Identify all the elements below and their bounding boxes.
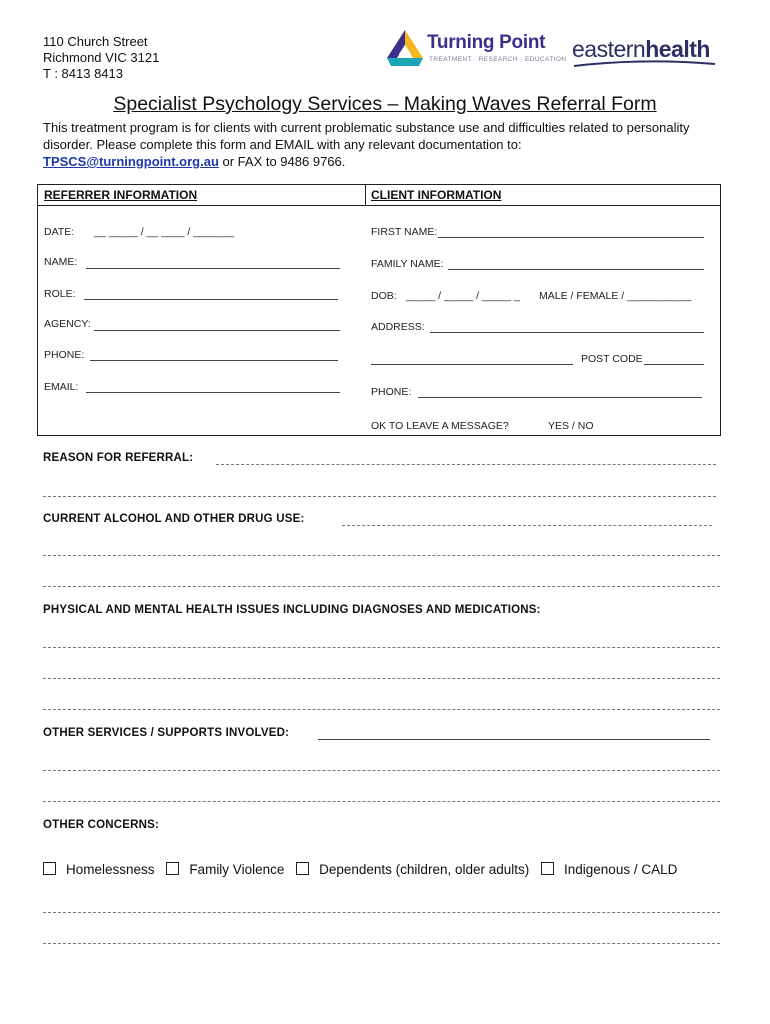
client-phone-field[interactable] bbox=[418, 397, 702, 398]
referrer-phone-label: PHONE: bbox=[44, 349, 85, 361]
referrer-date-field[interactable]: __ _____ / __ ____ / _______ bbox=[94, 226, 235, 238]
referrer-agency-label: AGENCY: bbox=[44, 318, 91, 330]
instructions-text: This treatment program is for clients with current problematic substance use and difficulties related to personality disorder. Please complete this form and EMAIL with any relevant documentation to: bbox=[43, 120, 690, 152]
referrer-phone-field[interactable] bbox=[90, 360, 338, 361]
client-gender-field[interactable]: MALE / FEMALE / ___________ bbox=[539, 290, 692, 302]
client-heading: CLIENT INFORMATION bbox=[371, 188, 502, 202]
organisation-address bbox=[43, 34, 159, 82]
turning-point-logo bbox=[385, 28, 567, 70]
referrer-role-label: ROLE: bbox=[44, 288, 76, 300]
family-violence-label: Family Violence bbox=[189, 862, 285, 877]
other-services-line-3[interactable] bbox=[43, 801, 720, 802]
client-address-line-2-field[interactable] bbox=[371, 364, 573, 365]
turning-point-name: Turning Point bbox=[427, 32, 546, 53]
referrer-date-label: DATE: bbox=[44, 226, 75, 238]
other-concerns-line-1[interactable] bbox=[43, 912, 720, 913]
address-line-2: Richmond VIC 3121 bbox=[43, 50, 160, 65]
eastern-health-logo bbox=[572, 36, 722, 70]
health-issues-line-3[interactable] bbox=[43, 709, 720, 710]
homelessness-label: Homelessness bbox=[66, 862, 155, 877]
address-line-1: 110 Church Street bbox=[43, 34, 148, 49]
client-dob-field[interactable]: _____ / _____ / _____ _ bbox=[406, 290, 520, 302]
form-instructions bbox=[43, 119, 723, 170]
referrer-email-field[interactable] bbox=[86, 392, 340, 393]
family-violence-checkbox[interactable] bbox=[166, 862, 179, 875]
eastern-health-swoosh-icon bbox=[572, 58, 717, 70]
client-phone-label: PHONE: bbox=[371, 386, 412, 398]
turning-point-logo-icon bbox=[385, 28, 425, 68]
leave-message-yes-no[interactable]: YES / NO bbox=[548, 420, 594, 432]
client-first-name-label: FIRST NAME: bbox=[371, 226, 438, 238]
concern-indigenous-cald[interactable] bbox=[541, 862, 677, 877]
referrer-role-field[interactable] bbox=[84, 299, 338, 300]
referrer-name-label: NAME: bbox=[44, 256, 78, 268]
dependents-label: Dependents (children, older adults) bbox=[319, 862, 530, 877]
referrer-name-field[interactable] bbox=[86, 268, 340, 269]
eastern-health-name-bold: health bbox=[645, 36, 710, 62]
client-family-name-label: FAMILY NAME: bbox=[371, 258, 444, 270]
dependents-checkbox[interactable] bbox=[296, 862, 309, 875]
turning-point-tagline: TREATMENT · RESEARCH · EDUCATION bbox=[429, 56, 567, 63]
other-services-line-2[interactable] bbox=[43, 770, 720, 771]
indigenous-cald-checkbox[interactable] bbox=[541, 862, 554, 875]
health-issues-label: PHYSICAL AND MENTAL HEALTH ISSUES INCLUDING DIAGNOSES AND MEDICATIONS: bbox=[43, 604, 541, 616]
aod-use-line-2[interactable] bbox=[43, 555, 720, 556]
indigenous-cald-label: Indigenous / CALD bbox=[564, 862, 678, 877]
submission-email-link[interactable]: TPSCS@turningpoint.org.au bbox=[43, 154, 219, 169]
other-concerns-options bbox=[43, 862, 685, 877]
referrer-email-label: EMAIL: bbox=[44, 381, 79, 393]
client-first-name-field[interactable] bbox=[438, 237, 704, 238]
information-table-divider bbox=[365, 185, 366, 205]
form-title: Specialist Psychology Services – Making Waves Referral Form bbox=[113, 93, 657, 115]
client-post-code-field[interactable] bbox=[644, 364, 704, 365]
other-services-line-1[interactable] bbox=[318, 739, 710, 740]
reason-for-referral-line-2[interactable] bbox=[43, 496, 716, 497]
eastern-health-name-regular: eastern bbox=[572, 36, 646, 62]
other-services-label: OTHER SERVICES / SUPPORTS INVOLVED: bbox=[43, 727, 290, 739]
address-phone: T : 8413 8413 bbox=[43, 66, 123, 81]
client-address-label: ADDRESS: bbox=[371, 321, 425, 333]
leave-message-label: OK TO LEAVE A MESSAGE? bbox=[371, 420, 509, 432]
client-address-field[interactable] bbox=[430, 332, 704, 333]
reason-for-referral-label: REASON FOR REFERRAL: bbox=[43, 452, 194, 464]
client-post-code-label: POST CODE bbox=[581, 353, 643, 365]
health-issues-line-2[interactable] bbox=[43, 678, 720, 679]
information-table bbox=[37, 184, 721, 436]
referrer-agency-field[interactable] bbox=[94, 330, 340, 331]
client-family-name-field[interactable] bbox=[448, 269, 704, 270]
homelessness-checkbox[interactable] bbox=[43, 862, 56, 875]
fax-text: or FAX to 9486 9766. bbox=[218, 154, 346, 169]
other-concerns-label: OTHER CONCERNS: bbox=[43, 819, 160, 831]
concern-family-violence[interactable] bbox=[166, 862, 284, 877]
concern-dependents[interactable] bbox=[296, 862, 529, 877]
aod-use-line-3[interactable] bbox=[43, 586, 720, 587]
concern-homelessness[interactable] bbox=[43, 862, 155, 877]
client-dob-label: DOB: bbox=[371, 290, 397, 302]
aod-use-label: CURRENT ALCOHOL AND OTHER DRUG USE: bbox=[43, 513, 305, 525]
reason-for-referral-line-1[interactable] bbox=[216, 464, 716, 465]
health-issues-line-1[interactable] bbox=[43, 647, 720, 648]
other-concerns-line-2[interactable] bbox=[43, 943, 720, 944]
aod-use-line-1[interactable] bbox=[342, 525, 712, 526]
referrer-heading: REFERRER INFORMATION bbox=[44, 188, 198, 202]
